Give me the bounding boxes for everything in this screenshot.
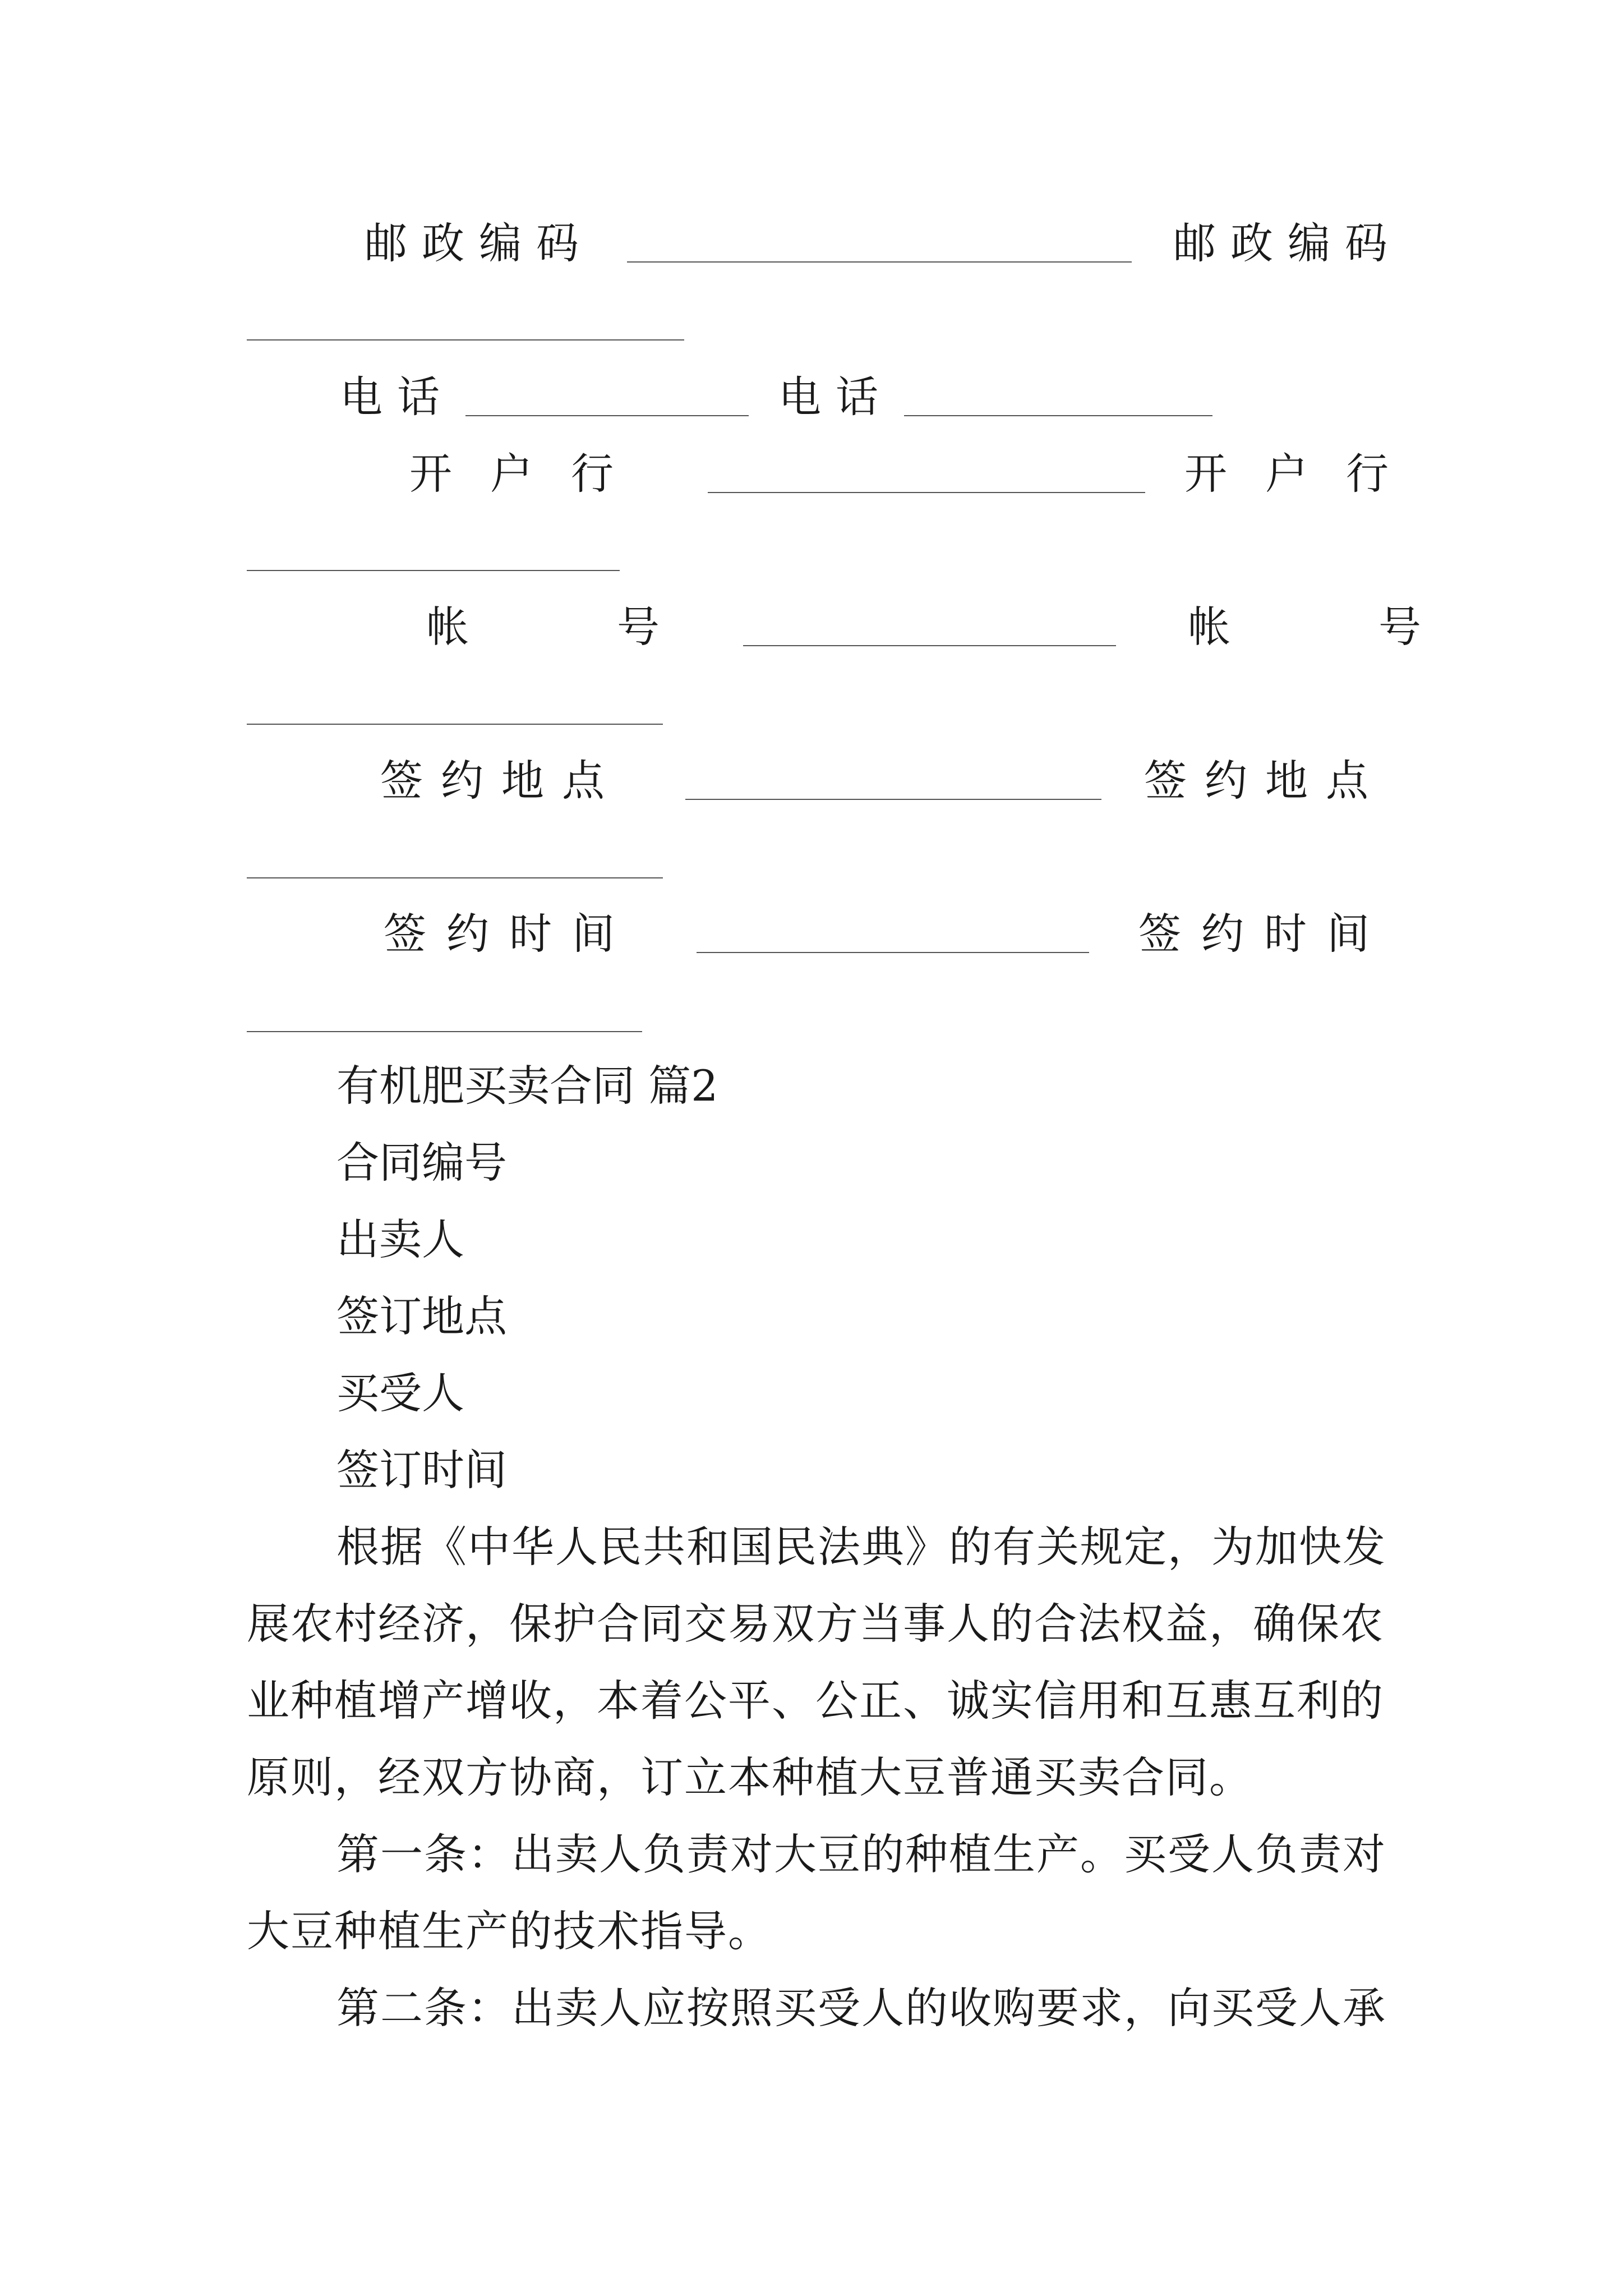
article1-line-2: 大豆种植生产的技术指导。 xyxy=(247,1906,772,1956)
sign-place-blank-left[interactable] xyxy=(685,799,1101,800)
bank-blank-right[interactable] xyxy=(247,570,620,571)
article1-line-1: 第一条：出卖人负责对大豆的种植生产。买受人负责对 xyxy=(336,1829,1386,1879)
account-blank-left[interactable] xyxy=(743,645,1116,646)
intro-line-4: 原则，经双方协商，订立本种植大豆普通买卖合同。 xyxy=(247,1752,1253,1802)
article2-line-1: 第二条：出卖人应按照买受人的收购要求，向买受人承 xyxy=(336,1983,1386,2033)
intro-line-3: 业种植增产增收，本着公平、公正、诚实信用和互惠互利的 xyxy=(247,1676,1384,1726)
phone-blank-left[interactable] xyxy=(465,415,749,416)
sign-place-label-left: 签约地点 xyxy=(380,756,623,806)
field-seller: 出卖人 xyxy=(336,1214,464,1264)
sign-time-label-right: 签约时间 xyxy=(1138,909,1390,959)
field-signing-place: 签订地点 xyxy=(336,1291,507,1341)
field-signing-time: 签订时间 xyxy=(336,1445,507,1495)
bank-label-left: 开户行 xyxy=(409,449,652,499)
sign-time-blank-left[interactable] xyxy=(697,952,1089,953)
postal-code-blank-left[interactable] xyxy=(627,261,1132,263)
account-blank-right[interactable] xyxy=(247,724,663,725)
account-label-right: 帐号 xyxy=(1188,602,1569,652)
bank-blank-left[interactable] xyxy=(708,492,1145,493)
postal-code-label-left: 邮政编码 xyxy=(365,218,593,268)
section-title: 有机肥买卖合同 篇2 xyxy=(336,1061,718,1111)
sign-place-label-right: 签约地点 xyxy=(1144,756,1386,806)
bank-label-right: 开户行 xyxy=(1184,449,1427,499)
phone-label-left: 电话 xyxy=(340,372,454,422)
phone-blank-right[interactable] xyxy=(904,415,1212,416)
intro-line-1: 根据《中华人民共和国民法典》的有关规定，为加快发 xyxy=(336,1522,1386,1572)
postal-code-blank-right[interactable] xyxy=(247,339,684,341)
account-label-left: 帐号 xyxy=(426,602,808,652)
postal-code-label-right: 邮政编码 xyxy=(1173,218,1402,268)
sign-place-blank-right[interactable] xyxy=(247,877,663,878)
sign-time-label-left: 签约时间 xyxy=(384,909,635,959)
intro-line-2: 展农村经济，保护合同交易双方当事人的合法权益，确保农 xyxy=(247,1599,1384,1649)
sign-time-blank-right[interactable] xyxy=(247,1031,642,1032)
phone-label-right: 电话 xyxy=(778,372,893,422)
field-buyer: 买受人 xyxy=(336,1368,464,1418)
field-contract-number: 合同编号 xyxy=(336,1138,507,1188)
